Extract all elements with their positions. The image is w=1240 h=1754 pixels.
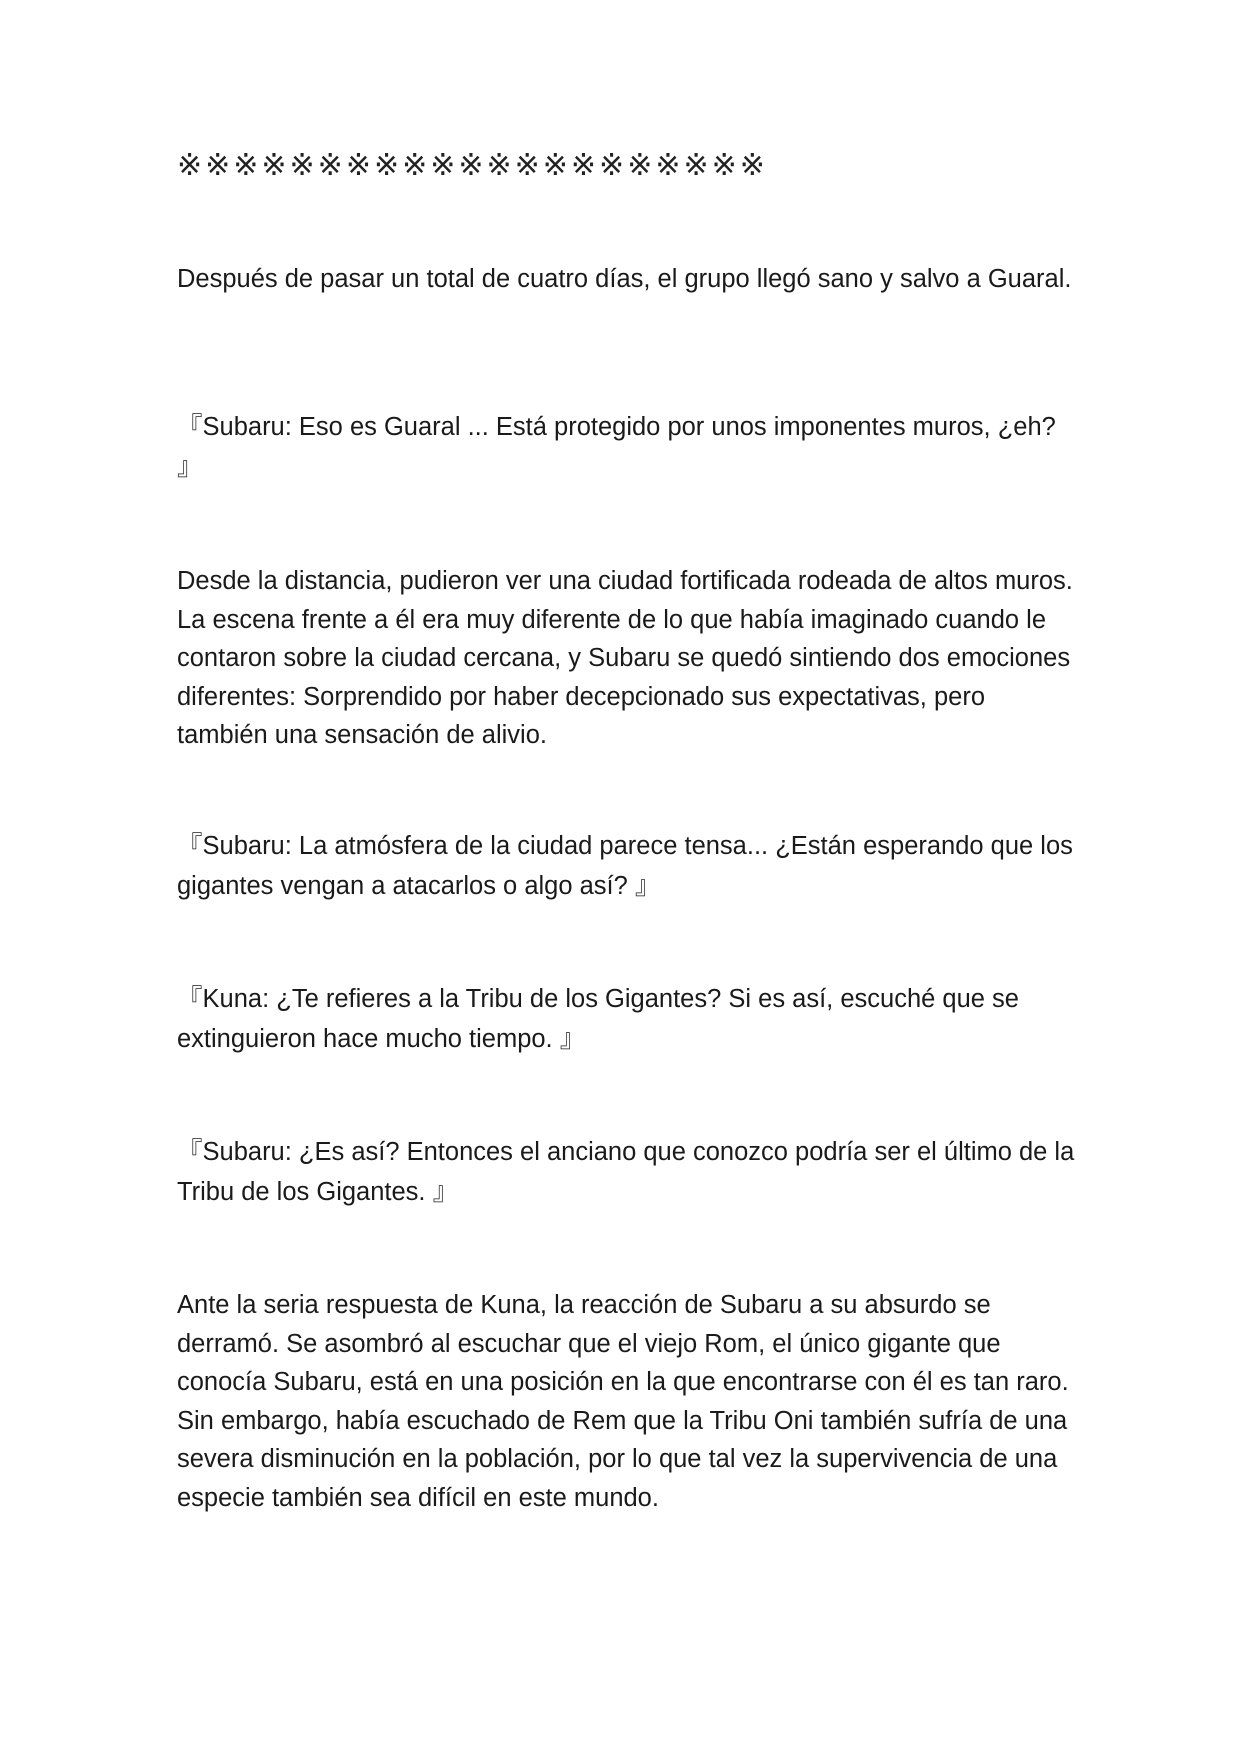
dialogue-close-bracket: 』 [432, 1177, 459, 1207]
narration-paragraph: Después de pasar un total de cuatro días, el grupo llegó sano y salvo a Guaral. [177, 265, 1072, 293]
narration-paragraph: Desde la distancia, pudieron ver una ciudad fortificada rodeada de altos muros. La escena frente a él era muy diferente de lo que había imaginado cuando le contaron sobre la ciudad cercana, y Subaru se quedó sintiendo dos emociones diferentes: Sorprendido por haber decepcionado sus expectativas, pero también una sensación de alivio. [177, 567, 1073, 749]
scene-separator: ※※※※※※※※※※※※※※※※※※※※※ [177, 148, 768, 183]
dialogue-line [177, 979, 1077, 1059]
dialogue-open-bracket: 『 [177, 984, 203, 1014]
dialogue-text: Subaru: La atmósfera de la ciudad parece tensa... ¿Están esperando que los gigantes vengan a atacarlos o algo así? [177, 832, 1073, 900]
dialogue-text: Subaru: Eso es Guaral ... Está protegido por unos imponentes muros, ¿eh? [202, 413, 1056, 441]
dialogue-close-bracket: 』 [177, 452, 203, 482]
dialogue-line [177, 826, 1077, 906]
dialogue-line [177, 1132, 1077, 1212]
narration-paragraph: Ante la seria respuesta de Kuna, la reacción de Subaru a su absurdo se derramó. Se asombró al escuchar que el viejo Rom, el único gigante que conocía Subaru, está en una posición en la que encontrarse con él es tan raro. Sin embargo, había escuchado de Rem que la Tribu Oni también sufría de una severa disminución en la población, por lo que tal vez la supervivencia de una especie también sea difícil en este mundo. [177, 1291, 1069, 1512]
dialogue-close-bracket: 』 [559, 1024, 586, 1054]
dialogue-line [177, 407, 1077, 487]
dialogue-close-bracket: 』 [634, 871, 661, 901]
dialogue-open-bracket: 『 [177, 412, 203, 442]
dialogue-open-bracket: 『 [177, 831, 203, 861]
dialogue-open-bracket: 『 [177, 1137, 203, 1167]
dialogue-text: Subaru: ¿Es así? Entonces el anciano que conozco podría ser el último de la Tribu de los Gigantes. [177, 1138, 1075, 1206]
dialogue-text: Kuna: ¿Te refieres a la Tribu de los Gigantes? Si es así, escuché que se extinguieron hace mucho tiempo. [177, 985, 1019, 1053]
